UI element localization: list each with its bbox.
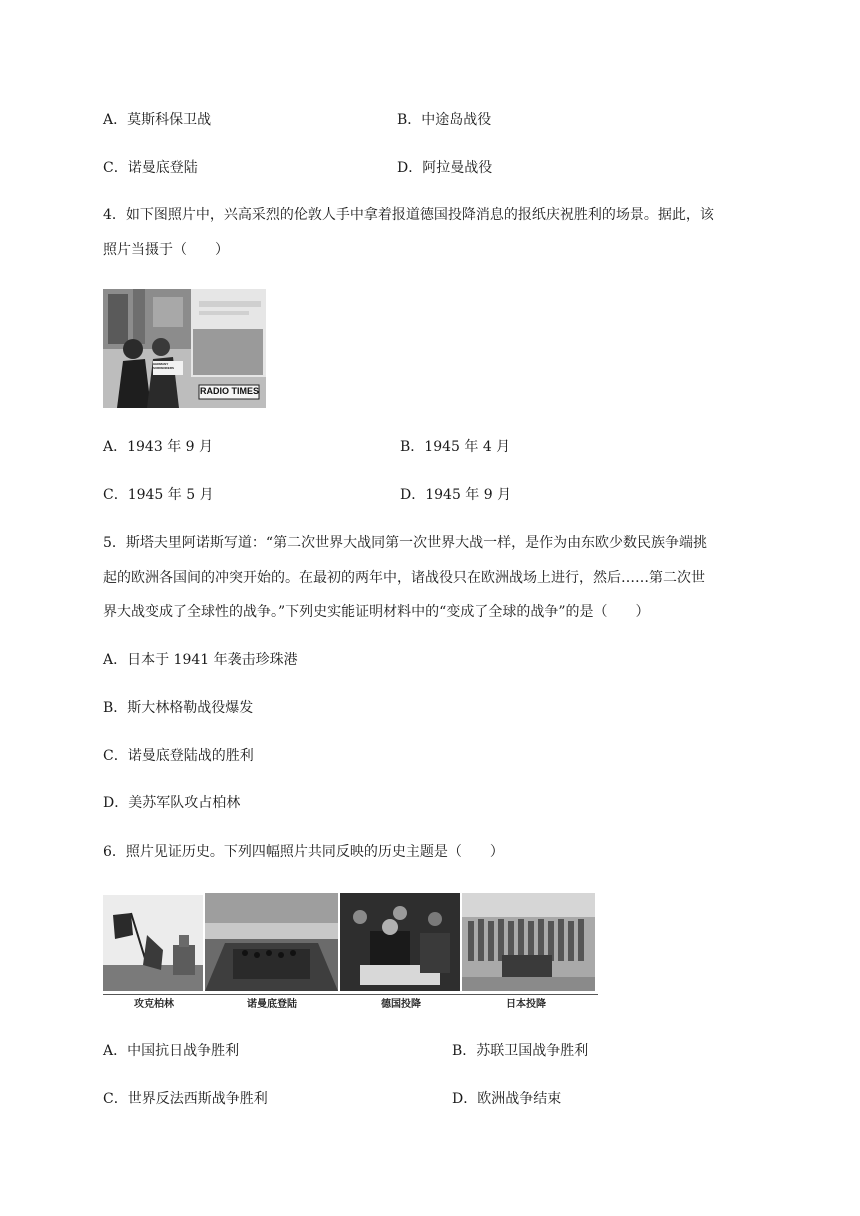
photo-normandy-landing [205,893,338,991]
q5-option-d: D．美苏军队攻占柏林 [103,795,241,811]
caption-german-surrender: 德国投降 [381,999,421,1010]
q5-option-b: B．斯大林格勒战役爆发 [103,700,254,716]
q6-option-c: C．世界反法西斯战争胜利 [103,1091,268,1107]
photo-radio-times-text: RADIO TIMES [200,386,260,396]
q5-stem-line3: 界大战变成了全球性的战争。”下列史实能证明材料中的“变成了全球的战争”的是（ ） [103,604,650,620]
q5-stem-line2: 起的欧洲各国间的冲突开始的。在最初的两年中，诸战役只在欧洲战场上进行，然后……第二次世 [103,570,705,586]
caption-capture-of-berlin: 攻克柏林 [134,999,174,1010]
q6-stem: 6．照片见证历史。下列四幅照片共同反映的历史主题是（ ） [103,844,504,860]
q6-option-d: D．欧洲战争结束 [452,1091,562,1107]
q4-option-c: C．1945 年 5 月 [103,487,214,503]
q6-option-a: A．中国抗日战争胜利 [103,1043,240,1059]
photo-newspaper-headline: GERMANY SURRENDERS [153,362,175,370]
q6-option-b: B．苏联卫国战争胜利 [452,1043,589,1059]
q4-option-b: B．1945 年 4 月 [400,439,511,455]
q3-option-c: C．诺曼底登陆 [103,160,198,176]
q3-option-b: B．中途岛战役 [397,112,492,128]
q4-option-d: D．1945 年 9 月 [400,487,512,503]
caption-normandy-landing: 诺曼底登陆 [247,999,297,1010]
q4-option-a: A．1943 年 9 月 [103,439,213,455]
q4-stem-line1: 4．如下图照片中，兴高采烈的伦敦人手中拿着报道德国投降消息的报纸庆祝胜利的场景。据此，该 [103,207,714,223]
photo-japanese-surrender [462,893,595,991]
q5-stem-line1: 5．斯塔夫里阿诺斯写道：“第二次世界大战同第一次世界大战一样，是作为由东欧少数民族争端挑 [103,535,708,551]
q3-option-d: D．阿拉曼战役 [397,160,493,176]
q3-option-a: A．莫斯科保卫战 [103,112,212,128]
caption-japanese-surrender: 日本投降 [506,999,546,1010]
q4-stem-line2: 照片当摄于（ ） [103,242,229,258]
photo-capture-of-berlin [103,895,203,991]
photo-german-surrender [340,893,460,991]
q5-option-a: A．日本于 1941 年袭击珍珠港 [103,652,298,668]
history-photo-strip [103,893,598,1016]
q5-option-c: C．诺曼底登陆战的胜利 [103,748,254,764]
london-celebration-photo [103,289,266,408]
photo-strip-baseline [103,994,598,995]
